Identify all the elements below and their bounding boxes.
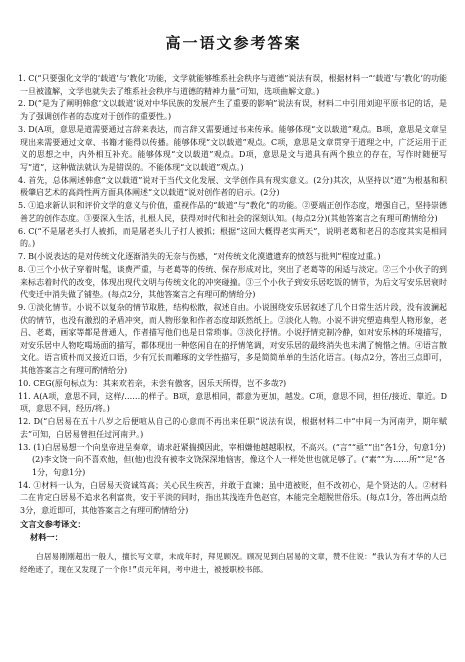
answer-12: 12. D(“白居易在五十八岁之后便喧从自己的心意而不再出来任职”说法有误，根据材料二中“中间一为河南尹，期年赋去”可知，白居易曾担任过河南尹。)	[18, 417, 447, 439]
answer-11: 11. A(A项，意思不同，这样/……的样子。B项，意思相同，都意为更加，越发。C项，意思不同，担任/接近、靠近。D项，意思不同，经历/将。)	[18, 391, 447, 414]
answer-1: 1. C(“只要强化文学的‘载道’与‘教化’功能，文学就能够维系社会秩序与道德”说法有误，根据材料一“‘载道’与‘教化’的功能一旦被滥解，文学也就失去了维系社会秩序与道德的精神力量”可知，选项曲解文意。)	[18, 74, 447, 96]
answer-13-part1: 13. (1)白居易想一个向皇帝进呈奏章，请求赶紧揣摸因此，宰相嫌他越越职权，不高兴。(“言”“亟”“出”各1分，句意1分)	[18, 442, 446, 452]
answer-6: 6. C(“不是屠老头打人被抓，而是屠老头儿子打人被抓；根据“这回大概得老实两天”，说明老葛和老吕的态度其实是相同的。)	[18, 226, 447, 249]
answer-7: 7. B(小说表达的是对传统文化逐渐消失的无奈与伤感，“对传统文化漠遗遗弃的愤怒与批判”程度过重。)	[18, 252, 381, 262]
answer-8: 8. ①三个小伙子穿着时髦，谈费严重，与老葛等的传统、保存形成对比，突出了老葛等的闲适与淡定。②三个小伙子的到来标志着时代的改变，体现出现代文明与传统文化的冲突碰撞。③三个小伙子到安乐居吃饭的情节，为后文写安乐居衰时代变迁中消失做了铺垫。(每点2分，其他答案言之有理可酌情给分)	[18, 264, 447, 300]
answer-13-part2: (2)李文饶一向不喜欢他，但(他)也没有被李文饶深深地恼害，像这个人一样处世也就足够了。(“素”“为……所”“足”各1分，句意1分)	[32, 455, 446, 477]
answer-14: 14. ①材料一认为，白居易天资诚笃高；关心民生疾苦，并敢于直谏；虽中道被贬，但不改初心，是个贤达的人。②材料二在肯定白居易不追求名利富贵，安于平淡的同时，指出其浅连升色赵官，本能完全超脱世俗乐。(每点1分，答出两点给3分，意近即可，其他答案言之有理可酌情给分)	[18, 480, 447, 515]
answer-9: 9. ①淡化情节。小说不以复杂的情节取胜，结构松散，叙述自由。小说围绕安乐居叙述了几个日常生活片段，没有波澜起伏的情节，也没有激烈的矛盾冲突，而人物形象和作者态度却跃然纸上。②淡化人物。小说不讲究塑造典型人物形象，老吕、老葛，画家等都是普通人，作者描写他们也是日常琐事。③淡化抒情。小说抒情克制冷静，如对安乐林的环境描写，对安乐居中人物吃喝场面的描写，都体现出一种悠闲自在的抒情笔调，对安乐居的最终消失也未满了惋惜之情。④语言散文化。语言质朴而又接近口语，少有冗长而雕琢的文学性描写，多是简简单单的生活化语言。(每点2分，答出三点即可，其他答案言之有理可酌情给分)	[18, 303, 447, 376]
answer-10: 10. CEG(原句标点为：其来欢若亲，未尝有傲客，因乐天所得，岂不多哉?)	[18, 378, 287, 388]
answer-2: 2. D(“是为了阐明韩愈‘文以载道’说对中华民族的发展产生了重要的影响”说法有误，材料二中引用刘迎平原书记的话，是为了强调创作者的态度对于创作的重要性。)	[18, 99, 447, 122]
section-heading: 文言文参考译文：	[20, 519, 86, 530]
answer-3: 3. D(A项，意思是道需要通过言辞来表达，而言辞又需要通过书来传承。能够体现“文以载道”观点。B项，意思是文章呈现出来需要通过文章、书籍才能得以传播。能够体现“文以载道”观点。C项，意思是文章贯穿于道理之中，广泛运用于正义的思想之中，内外相互补充。能够体现“文以载道”观点。D项，意思是文与道具有两个独立的存在，写作时随便写写“道”，这种做法就认为是错误的。不能体现“文以载道”观点。)	[18, 124, 447, 172]
translation-text: 白居易刚刚超出一般人，擅长写文章，未成年时，拜见顾况。顾况见到白居易的文章，赞不住说：“我认为有才华的人已经绝迹了，现在又发现了一个你!”贞元年间，考中进士，被授职校书郎。	[20, 552, 447, 574]
answer-4: 4. 首先，总体阐述韩愈“文以载道”说对于当代文化发展、文学创作具有现实意义。(2分)其次，从坚持以“道”为根基和积极肇启艺术的高尚性两方面具体阐述“文以载道”说对创作者的启示。(2分)	[18, 175, 447, 198]
answer-5: 5. ①追求新认识和评价文学的意义与价值，重视作品的“载道”与“教化”的功能。②要端正创作态度，增强自己，坚持崇德善艺的创作态度。③要深入生活，扎根人民，获得对时代和社会的深刻认知。(每点2分)(其他答案言之有理可酌情给分)	[18, 201, 447, 223]
page-title: 高一语文参考答案	[165, 34, 302, 52]
material-heading: 材料一：	[30, 531, 63, 542]
